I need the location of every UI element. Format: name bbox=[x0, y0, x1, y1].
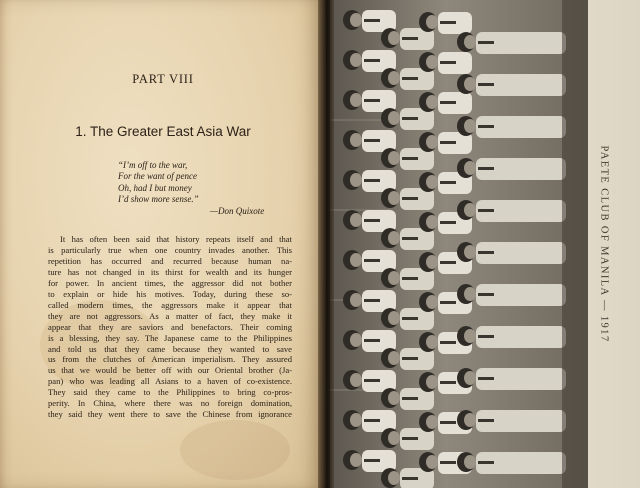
epigraph-line: Oh, had I but money bbox=[118, 182, 192, 193]
body-line: They said they came to the Philippines to bring co-pros- bbox=[48, 387, 292, 398]
epigraph-line: I’d show more sense.” bbox=[118, 194, 199, 205]
epigraph bbox=[118, 160, 308, 206]
person-face bbox=[388, 431, 400, 445]
person-face bbox=[350, 213, 362, 227]
person-tie bbox=[440, 21, 456, 24]
person-tie bbox=[402, 357, 418, 360]
person-face bbox=[464, 119, 476, 133]
person-face bbox=[350, 333, 362, 347]
person-face bbox=[464, 329, 476, 343]
person-tie bbox=[402, 77, 418, 80]
person-tie bbox=[364, 339, 380, 342]
person-tie bbox=[364, 379, 380, 382]
person-face bbox=[426, 415, 438, 429]
person-tie bbox=[364, 59, 380, 62]
person-face bbox=[426, 255, 438, 269]
person-tie bbox=[478, 461, 494, 464]
person-tie bbox=[364, 139, 380, 142]
body-line: us from the clutches of American imperialism. They assured bbox=[48, 354, 292, 365]
person-tie bbox=[478, 125, 494, 128]
person-tie bbox=[478, 293, 494, 296]
person-face bbox=[426, 55, 438, 69]
person-tie bbox=[402, 277, 418, 280]
person-tie bbox=[440, 301, 456, 304]
book-gutter bbox=[318, 0, 334, 488]
body-line: ture has not changed in its thirst for wealth and its hunger bbox=[48, 266, 292, 277]
person-tie bbox=[402, 477, 418, 480]
person-tie bbox=[478, 41, 494, 44]
body-line: It has often been said that history repeats itself and that bbox=[60, 234, 292, 244]
person-tie bbox=[440, 221, 456, 224]
person-face bbox=[426, 335, 438, 349]
body-line: pan) who was leading all Asians to a haven of co-existence. bbox=[48, 376, 292, 387]
person-tie bbox=[364, 419, 380, 422]
person-tie bbox=[364, 99, 380, 102]
body-line: us that we would be better off with our Oriental brother (Ja- bbox=[48, 365, 292, 376]
person-face bbox=[350, 293, 362, 307]
person-tie bbox=[478, 335, 494, 338]
person-tie bbox=[364, 19, 380, 22]
person-tie bbox=[364, 259, 380, 262]
person-face bbox=[350, 373, 362, 387]
person-tie bbox=[402, 197, 418, 200]
person-tie bbox=[478, 251, 494, 254]
person-face bbox=[426, 135, 438, 149]
person-face bbox=[388, 471, 400, 485]
person-face bbox=[350, 253, 362, 267]
body-line: they are not aggressors. As a matter of fact, they make it bbox=[48, 310, 292, 321]
person-tie bbox=[402, 117, 418, 120]
person-face bbox=[426, 15, 438, 29]
person-tie bbox=[364, 299, 380, 302]
epigraph-line: “I’m off to the war, bbox=[118, 160, 188, 170]
person-face bbox=[350, 13, 362, 27]
person-face bbox=[388, 151, 400, 165]
person-tie bbox=[440, 101, 456, 104]
body-paragraph bbox=[48, 234, 292, 420]
person-tie bbox=[440, 141, 456, 144]
epigraph-line: For the want of pence bbox=[118, 171, 197, 182]
person-face bbox=[388, 391, 400, 405]
person-face bbox=[464, 203, 476, 217]
person-tie bbox=[440, 341, 456, 344]
person-tie bbox=[478, 209, 494, 212]
person-face bbox=[426, 95, 438, 109]
person-face bbox=[464, 245, 476, 259]
person-face bbox=[388, 191, 400, 205]
caption-text: PAETE CLUB OF MANILA — 1917 bbox=[598, 145, 610, 343]
person-tie bbox=[440, 381, 456, 384]
person-face bbox=[464, 371, 476, 385]
body-line: they said they went there to save the Chinese from ignorance bbox=[48, 409, 292, 420]
person-tie bbox=[440, 181, 456, 184]
person-tie bbox=[440, 461, 456, 464]
person-face bbox=[426, 455, 438, 469]
right-page bbox=[330, 0, 640, 488]
person-tie bbox=[478, 83, 494, 86]
body-line: to explain or hide his motives. Today, during these so- bbox=[48, 288, 292, 299]
person-tie bbox=[440, 261, 456, 264]
person-tie bbox=[440, 61, 456, 64]
person-face bbox=[426, 215, 438, 229]
person-tie bbox=[364, 219, 380, 222]
person-tie bbox=[402, 157, 418, 160]
person-face bbox=[388, 231, 400, 245]
chapter-title: 1. The Greater East Asia War bbox=[75, 124, 251, 139]
epigraph-attribution: —Don Quixote bbox=[210, 206, 265, 216]
body-line: called modern times, the aggressors make it appear that bbox=[48, 299, 292, 310]
person-face bbox=[388, 111, 400, 125]
person-face bbox=[388, 311, 400, 325]
person-face bbox=[464, 35, 476, 49]
person-face bbox=[426, 175, 438, 189]
body-line: is a blessing, they say. The Japanese came to the Philippines bbox=[48, 332, 292, 343]
person-face bbox=[464, 455, 476, 469]
person-tie bbox=[402, 437, 418, 440]
person-tie bbox=[440, 421, 456, 424]
body-line: is particularly true when one country invades another. This bbox=[48, 244, 292, 255]
group-photo bbox=[330, 0, 588, 488]
person-face bbox=[350, 453, 362, 467]
person-face bbox=[464, 77, 476, 91]
person-face bbox=[350, 93, 362, 107]
person-face bbox=[388, 351, 400, 365]
person-tie bbox=[364, 179, 380, 182]
body-line: appear that they are saviors and benefactors. Their coming bbox=[48, 321, 292, 332]
person-face bbox=[388, 71, 400, 85]
person-face bbox=[464, 413, 476, 427]
person-face bbox=[350, 173, 362, 187]
person-face bbox=[426, 375, 438, 389]
person-face bbox=[388, 271, 400, 285]
person-tie bbox=[402, 397, 418, 400]
body-line: and told us that they came because they wanted to save bbox=[48, 343, 292, 354]
person-tie bbox=[478, 167, 494, 170]
person-tie bbox=[402, 317, 418, 320]
person-face bbox=[350, 53, 362, 67]
person-face bbox=[464, 287, 476, 301]
person-face bbox=[350, 133, 362, 147]
person-tie bbox=[364, 459, 380, 462]
body-line: repetition has occurred and recurred because human na- bbox=[48, 255, 292, 266]
person-tie bbox=[402, 237, 418, 240]
person-tie bbox=[478, 377, 494, 380]
person-tie bbox=[402, 37, 418, 40]
body-line: for power. In ancient times, the aggressor did not bother bbox=[48, 277, 292, 288]
person-face bbox=[464, 161, 476, 175]
paper-stain bbox=[180, 420, 290, 480]
body-line: perity. In China, where there was no foreign domination, bbox=[48, 398, 292, 409]
person-face bbox=[350, 413, 362, 427]
person-face bbox=[426, 295, 438, 309]
person-tie bbox=[478, 419, 494, 422]
person-face bbox=[388, 31, 400, 45]
part-heading: PART VIII bbox=[132, 72, 194, 86]
